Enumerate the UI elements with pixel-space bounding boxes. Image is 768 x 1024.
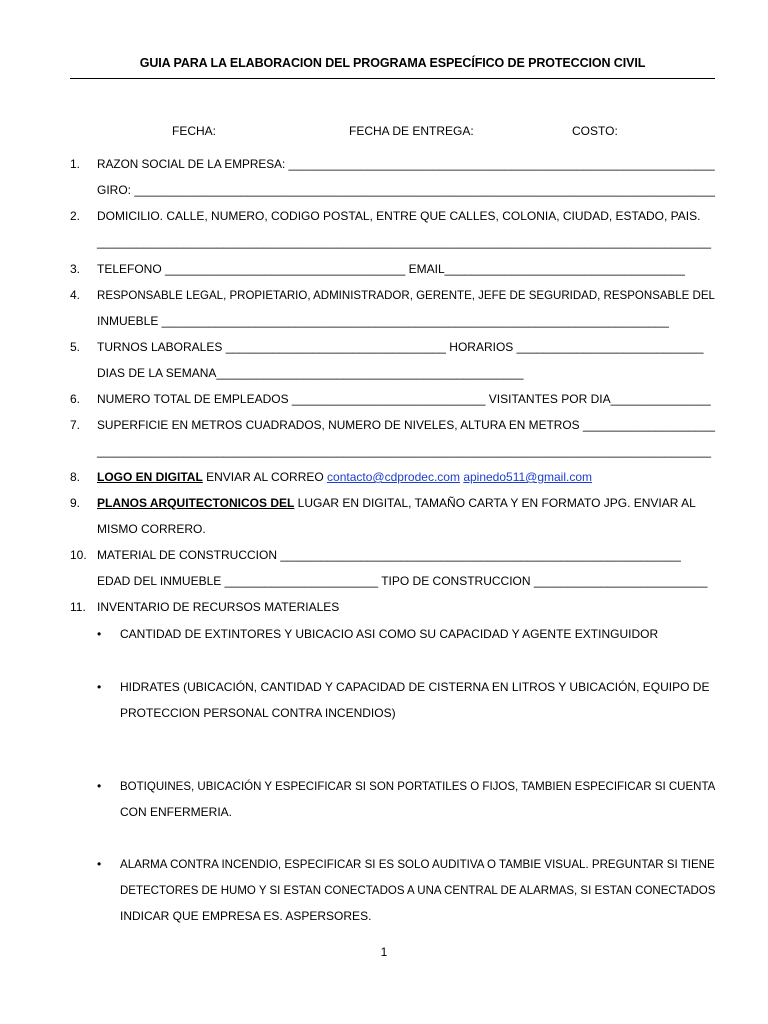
item-number-7: 7. <box>70 418 81 432</box>
costo-label: COSTO: <box>572 124 618 138</box>
dias-semana-field: DIAS DE LA SEMANA______________________________________________ <box>97 366 524 380</box>
hidrates-text: HIDRATES (UBICACIÓN, CANTIDAD Y CAPACIDAD DE CISTERNA EN LITROS Y UBICACIÓN, EQUIPO DE <box>120 680 710 694</box>
bullet-icon: • <box>97 779 102 793</box>
botiquines-text: BOTIQUINES, UBICACIÓN Y ESPECIFICAR SI SON PORTATILES O FIJOS, TAMBIEN ESPECIFICAR SI CUENTA <box>120 779 716 793</box>
document-title: GUIA PARA LA ELABORACION DEL PROGRAMA ESPECÍFICO DE PROTECCION CIVIL <box>139 56 646 70</box>
giro-field: GIRO: _______________________________________________________________________________________ <box>97 183 715 197</box>
botiquines-text-cont: CON ENFERMERIA. <box>120 805 233 819</box>
enviar-correo-text: ENVIAR AL CORREO <box>202 470 328 484</box>
mismo-correo-text: MISMO CORRERO. <box>97 522 206 536</box>
page-number: 1 <box>380 945 388 959</box>
bullet-icon: • <box>97 680 102 694</box>
edad-tipo-field: EDAD DEL INMUEBLE _______________________ TIPO DE CONSTRUCCION __________________________ <box>97 574 708 588</box>
bullet-icon: • <box>97 627 102 641</box>
email-link-apinedo[interactable]: apinedo511@gmail.com <box>463 470 593 484</box>
fecha-entrega-label: FECHA DE ENTREGA: <box>349 124 474 138</box>
telefono-email-field: TELEFONO ____________________________________ EMAIL____________________________________ <box>97 262 685 276</box>
logo-digital-label: LOGO EN DIGITAL <box>97 470 203 484</box>
domicilio-field: ____________________________________________________________________________________________ <box>97 235 711 249</box>
alarma-text: ALARMA CONTRA INCENDIO, ESPECIFICAR SI ES SOLO AUDITIVA O TAMBIE VISUAL. PREGUNTAR SI TIENE <box>120 857 715 871</box>
item-number-1: 1. <box>70 157 81 171</box>
alarma-text-cont2: INDICAR QUE EMPRESA ES. ASPERSORES. <box>120 909 372 923</box>
logo-line <box>97 470 592 484</box>
item-number-5: 5. <box>70 340 81 354</box>
alarma-text-cont: DETECTORES DE HUMO Y SI ESTAN CONECTADOS A UNA CENTRAL DE ALARMAS, SI ESTAN CONECTADOS <box>120 883 716 897</box>
material-construccion-field: MATERIAL DE CONSTRUCCION ____________________________________________________________ <box>97 548 681 562</box>
item-number-11: 11. <box>70 600 86 614</box>
superficie-field: ____________________________________________________________________________________________ <box>97 444 711 458</box>
item-number-10: 10. <box>70 548 87 562</box>
item-number-4: 4. <box>70 288 81 302</box>
bullet-icon: • <box>97 857 102 871</box>
title-underline <box>70 78 715 79</box>
razon-social-field: RAZON SOCIAL DE LA EMPRESA: _________________________________________________________________ <box>97 157 715 171</box>
domicilio-label: DOMICILIO. CALLE, NUMERO, CODIGO POSTAL, ENTRE QUE CALLES, COLONIA, CIUDAD, ESTADO, PAIS. <box>97 209 701 223</box>
email-link-contacto[interactable]: contacto@cdprodec.com <box>327 470 460 484</box>
inmueble-field: INMUEBLE ____________________________________________________________________________ <box>97 314 669 328</box>
item-number-9: 9. <box>70 496 81 510</box>
item-number-3: 3. <box>70 262 81 276</box>
extintores-text: CANTIDAD DE EXTINTORES Y UBICACIO ASI COMO SU CAPACIDAD Y AGENTE EXTINGUIDOR <box>120 627 659 641</box>
turnos-horarios-field: TURNOS LABORALES _________________________________ HORARIOS ____________________________ <box>97 340 704 354</box>
planos-text: LUGAR EN DIGITAL, TAMAÑO CARTA Y EN FORMATO JPG. ENVIAR AL <box>294 496 696 510</box>
fecha-label: FECHA: <box>172 124 217 138</box>
responsable-label: RESPONSABLE LEGAL, PROPIETARIO, ADMINISTRADOR, GERENTE, JEFE DE SEGURIDAD, RESPONSABLE DEL <box>97 288 715 302</box>
item-number-8: 8. <box>70 470 81 484</box>
item-number-2: 2. <box>70 209 81 223</box>
hidrates-text-cont: PROTECCION PERSONAL CONTRA INCENDIOS) <box>120 706 396 720</box>
inventario-label: INVENTARIO DE RECURSOS MATERIALES <box>97 600 340 614</box>
superficie-label: SUPERFICIE EN METROS CUADRADOS, NUMERO DE NIVELES, ALTURA EN METROS ____________________ <box>97 418 716 432</box>
planos-label: PLANOS ARQUITECTONICOS DEL <box>97 496 295 510</box>
planos-line <box>97 496 696 510</box>
empleados-visitantes-field: NUMERO TOTAL DE EMPLEADOS _____________________________ VISITANTES POR DIA_______________ <box>97 392 711 406</box>
item-number-6: 6. <box>70 392 81 406</box>
